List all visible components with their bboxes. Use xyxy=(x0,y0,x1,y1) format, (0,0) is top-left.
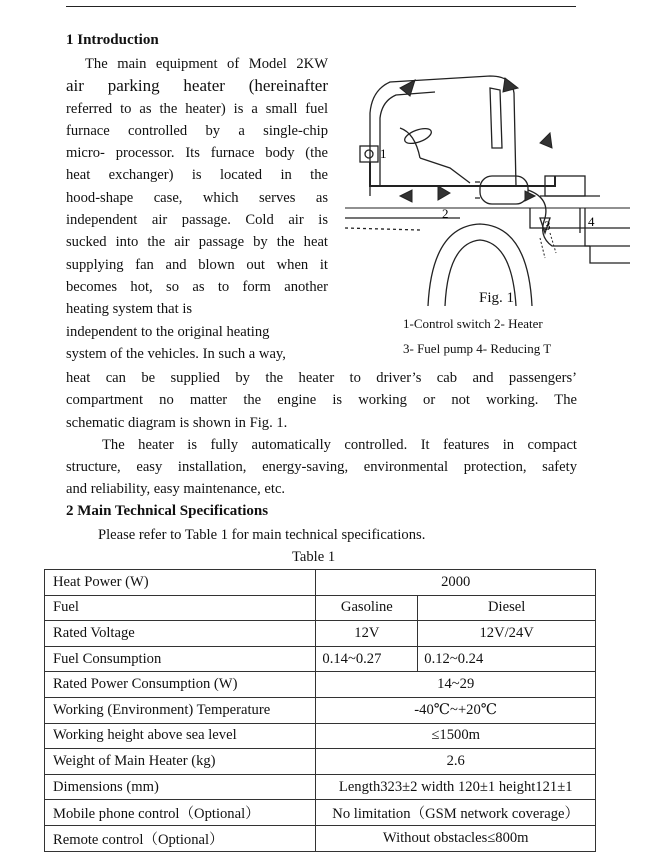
table-row xyxy=(45,723,596,749)
text-line: furnace controlled by a single-chip xyxy=(66,122,328,139)
row-value: Length323±2 width 120±1 height121±1 xyxy=(316,774,596,800)
row-label: Remote control（Optional） xyxy=(45,825,316,851)
table-row xyxy=(45,774,596,800)
figure-caption-1: 1-Control switch 2- Heater xyxy=(403,316,543,331)
row-value-diesel: 0.12~0.24 xyxy=(418,646,596,672)
text-line: independent air passage. Cold air is xyxy=(66,212,328,229)
figure-caption-2: 3- Fuel pump 4- Reducing T xyxy=(403,341,552,356)
section-2-heading: 2 Main Technical Specifications xyxy=(66,503,269,519)
table-row xyxy=(45,621,596,647)
table-row xyxy=(45,672,596,698)
text-line: sucked into the air passage by the heat xyxy=(66,234,328,251)
text-line: The heater is fully automatically controlled. It features in compact xyxy=(102,436,577,453)
table-row xyxy=(45,800,596,826)
row-label: Mobile phone control（Optional） xyxy=(45,800,316,826)
text-line: micro- processor. Its furnace body (the xyxy=(66,145,328,162)
text-line: schematic diagram is shown in Fig. 1. xyxy=(66,414,288,431)
spec-table xyxy=(44,569,596,852)
table-row xyxy=(45,825,596,851)
row-label: Working (Environment) Temperature xyxy=(45,697,316,723)
section-2-intro: Please refer to Table 1 for main technical specifications. xyxy=(98,527,426,543)
text-line: and reliability, easy maintenance, etc. xyxy=(66,481,286,498)
row-label: Fuel Consumption xyxy=(45,646,316,672)
text-line: independent to the original heating xyxy=(66,323,270,340)
text-line: air parking heater (hereinafter xyxy=(66,76,328,96)
figure-number-4: 4 xyxy=(588,214,595,229)
figure-number-2: 2 xyxy=(442,206,449,221)
text-line: heat can be supplied by the heater to driver’s cab and passengers’ xyxy=(66,370,577,386)
row-value: Without obstacles≤800m xyxy=(316,825,596,851)
figure-label: Fig. 1 xyxy=(479,290,515,306)
section-1-heading: 1 Introduction xyxy=(66,32,159,48)
row-label: Heat Power (W) xyxy=(45,570,316,596)
figure-number-3: 3 xyxy=(544,218,551,233)
table-row xyxy=(45,697,596,723)
row-value: 14~29 xyxy=(316,672,596,698)
figure-number-1: 1 xyxy=(380,146,387,161)
row-value: -40℃~+20℃ xyxy=(316,697,596,723)
text-line: heat exchanger) is located in the xyxy=(66,167,328,184)
text-line: hood-shape case, which serves as xyxy=(66,189,328,206)
top-rule xyxy=(66,6,576,7)
row-value: ≤1500m xyxy=(316,723,596,749)
heater-schematic-figure xyxy=(340,68,630,306)
table-title: Table 1 xyxy=(292,549,336,565)
row-label: Working height above sea level xyxy=(45,723,316,749)
row-value-diesel: 12V/24V xyxy=(418,621,596,647)
row-label: Rated Power Consumption (W) xyxy=(45,672,316,698)
row-label: Fuel xyxy=(45,595,316,621)
text-line: supplying fan and blown out when it xyxy=(66,256,328,273)
text-line: referred to as the heater) is a small fuel xyxy=(66,100,328,117)
row-value-diesel: Diesel xyxy=(418,595,596,621)
row-label: Dimensions (mm) xyxy=(45,774,316,800)
text-line: compartment no matter the engine is working or not working. The xyxy=(66,392,577,409)
table-row xyxy=(45,749,596,775)
intro-column-text xyxy=(66,53,328,365)
row-value: 2000 xyxy=(316,570,596,596)
row-label: Weight of Main Heater (kg) xyxy=(45,749,316,775)
table-row xyxy=(45,646,596,672)
text-line: The main equipment of Model 2KW xyxy=(85,56,328,72)
row-value-gasoline: 12V xyxy=(316,621,418,647)
table-row xyxy=(45,595,596,621)
text-line: system of the vehicles. In such a way, xyxy=(66,345,286,362)
table-row xyxy=(45,570,596,596)
text-line: structure, easy installation, energy-saving, environmental protection, safety xyxy=(66,459,577,476)
row-value-gasoline: 0.14~0.27 xyxy=(316,646,418,672)
row-label: Rated Voltage xyxy=(45,621,316,647)
row-value: 2.6 xyxy=(316,749,596,775)
text-line: becomes hot, so as to form another xyxy=(66,278,328,295)
row-value: No limitation（GSM network coverage） xyxy=(316,800,596,826)
row-value-gasoline: Gasoline xyxy=(316,595,418,621)
intro-full-width-text xyxy=(66,367,577,501)
text-line: heating system that is xyxy=(66,301,193,318)
